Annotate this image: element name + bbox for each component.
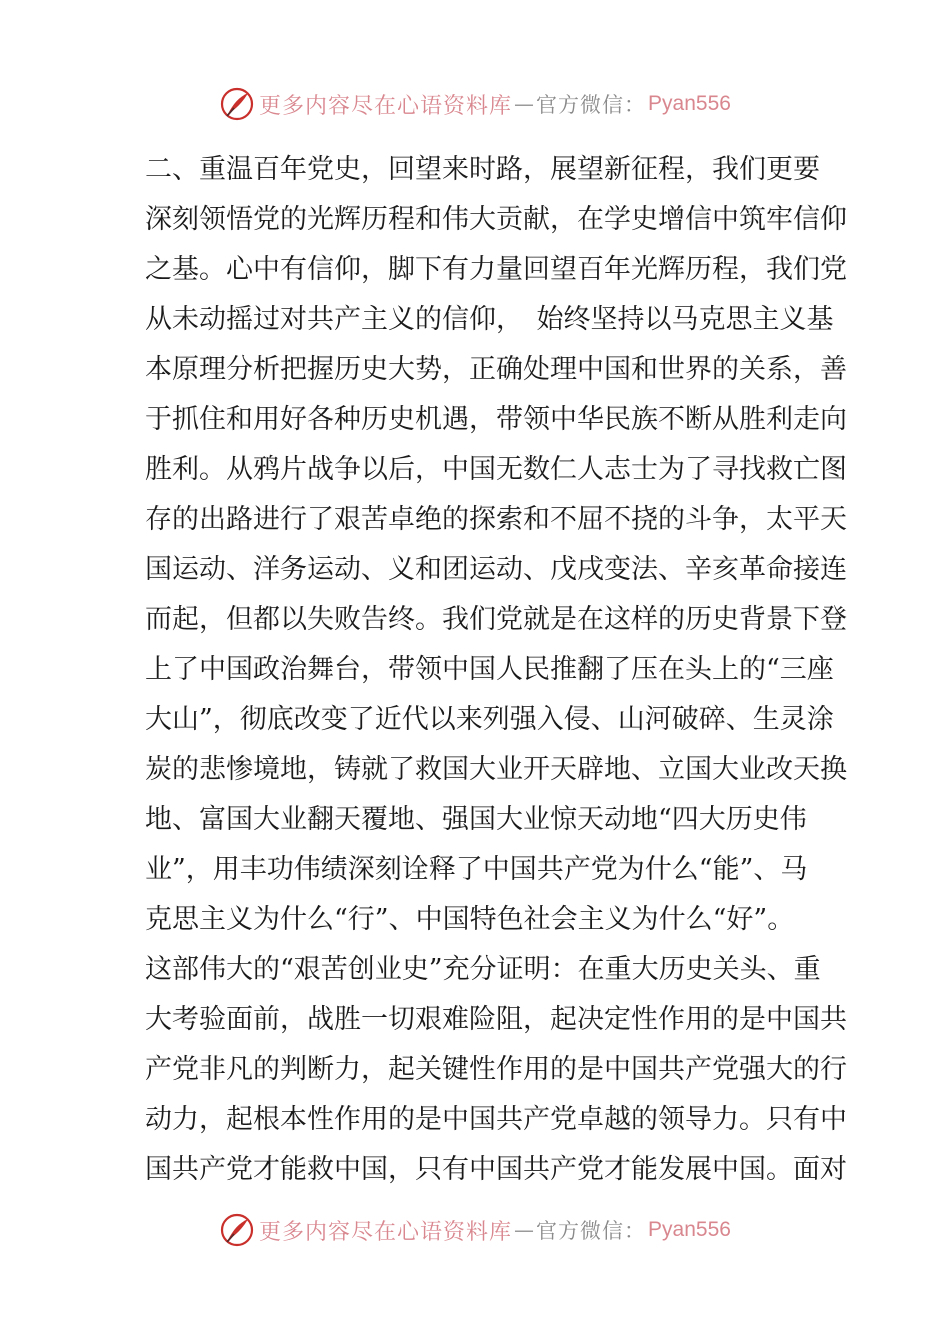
body-line: 这部伟大的“艰苦创业史”充分证明：在重大历史关头、重 bbox=[145, 954, 821, 985]
header-wechat-label: 官方微信： bbox=[536, 93, 647, 117]
body-line: 业”，用丰功伟绩深刻诠释了中国共产党为什么“能”、马 bbox=[145, 854, 808, 885]
header-banner bbox=[0, 82, 950, 126]
body-line: 胜利。从鸦片战争以后，中国无数仁人志士为了寻找救亡图 bbox=[145, 454, 847, 485]
document-body bbox=[145, 145, 847, 1195]
footer-wechat-id: Pyan556 bbox=[648, 1218, 731, 1241]
body-line: 深刻领悟党的光辉历程和伟大贡献，在学史增信中筑牢信仰 bbox=[145, 204, 847, 235]
body-line: 存的出路进行了艰苦卓绝的探索和不屈不挠的斗争，太平天 bbox=[145, 504, 847, 535]
body-line: 而起，但都以失败告终。我们党就是在这样的历史背景下登 bbox=[145, 604, 847, 635]
body-line: 大山”，彻底改变了近代以来列强入侵、山河破碎、生灵涂 bbox=[145, 704, 834, 735]
body-line: 国运动、洋务运动、义和团运动、戊戌变法、辛亥革命接连 bbox=[145, 554, 847, 585]
body-line: 上了中国政治舞台，带领中国人民推翻了压在头上的“三座 bbox=[145, 654, 834, 685]
body-line: 克思主义为什么“行”、中国特色社会主义为什么“好”。 bbox=[145, 904, 795, 935]
header-brand-text: 更多内容尽在心语资料库 bbox=[259, 93, 513, 119]
header-wechat-id: Pyan556 bbox=[648, 92, 731, 115]
body-line: 炭的悲惨境地，铸就了救国大业开天辟地、立国大业改天换 bbox=[145, 754, 847, 785]
body-line: 地、富国大业翻天覆地、强国大业惊天动地“四大历史伟 bbox=[145, 804, 807, 835]
feather-pen-logo-icon bbox=[219, 1212, 255, 1248]
body-line: 之基。心中有信仰，脚下有力量回望百年光辉历程，我们党 bbox=[145, 254, 847, 285]
footer-banner bbox=[0, 1208, 950, 1252]
body-line: 大考验面前，战胜一切艰难险阻，起决定性作用的是中国共 bbox=[145, 1004, 847, 1035]
body-line: 于抓住和用好各种历史机遇，带领中华民族不断从胜利走向 bbox=[145, 404, 847, 435]
body-line: 本原理分析把握历史大势，正确处理中国和世界的关系，善 bbox=[145, 354, 847, 385]
body-line: 产党非凡的判断力，起关键性作用的是中国共产党强大的行 bbox=[145, 1054, 847, 1085]
feather-pen-logo-icon bbox=[219, 86, 255, 122]
footer-wechat-label: 官方微信： bbox=[536, 1219, 647, 1243]
header-separator: — bbox=[514, 92, 535, 116]
footer-brand-text: 更多内容尽在心语资料库 bbox=[259, 1219, 513, 1245]
body-line: 从未动摇过对共产主义的信仰， 始终坚持以马克思主义基 bbox=[145, 304, 834, 335]
body-line: 二、重温百年党史，回望来时路，展望新征程，我们更要 bbox=[145, 154, 820, 185]
body-line: 动力，起根本性作用的是中国共产党卓越的领导力。只有中 bbox=[145, 1104, 847, 1135]
body-line: 国共产党才能救中国，只有中国共产党才能发展中国。面对 bbox=[145, 1154, 847, 1185]
footer-separator: — bbox=[514, 1218, 535, 1242]
